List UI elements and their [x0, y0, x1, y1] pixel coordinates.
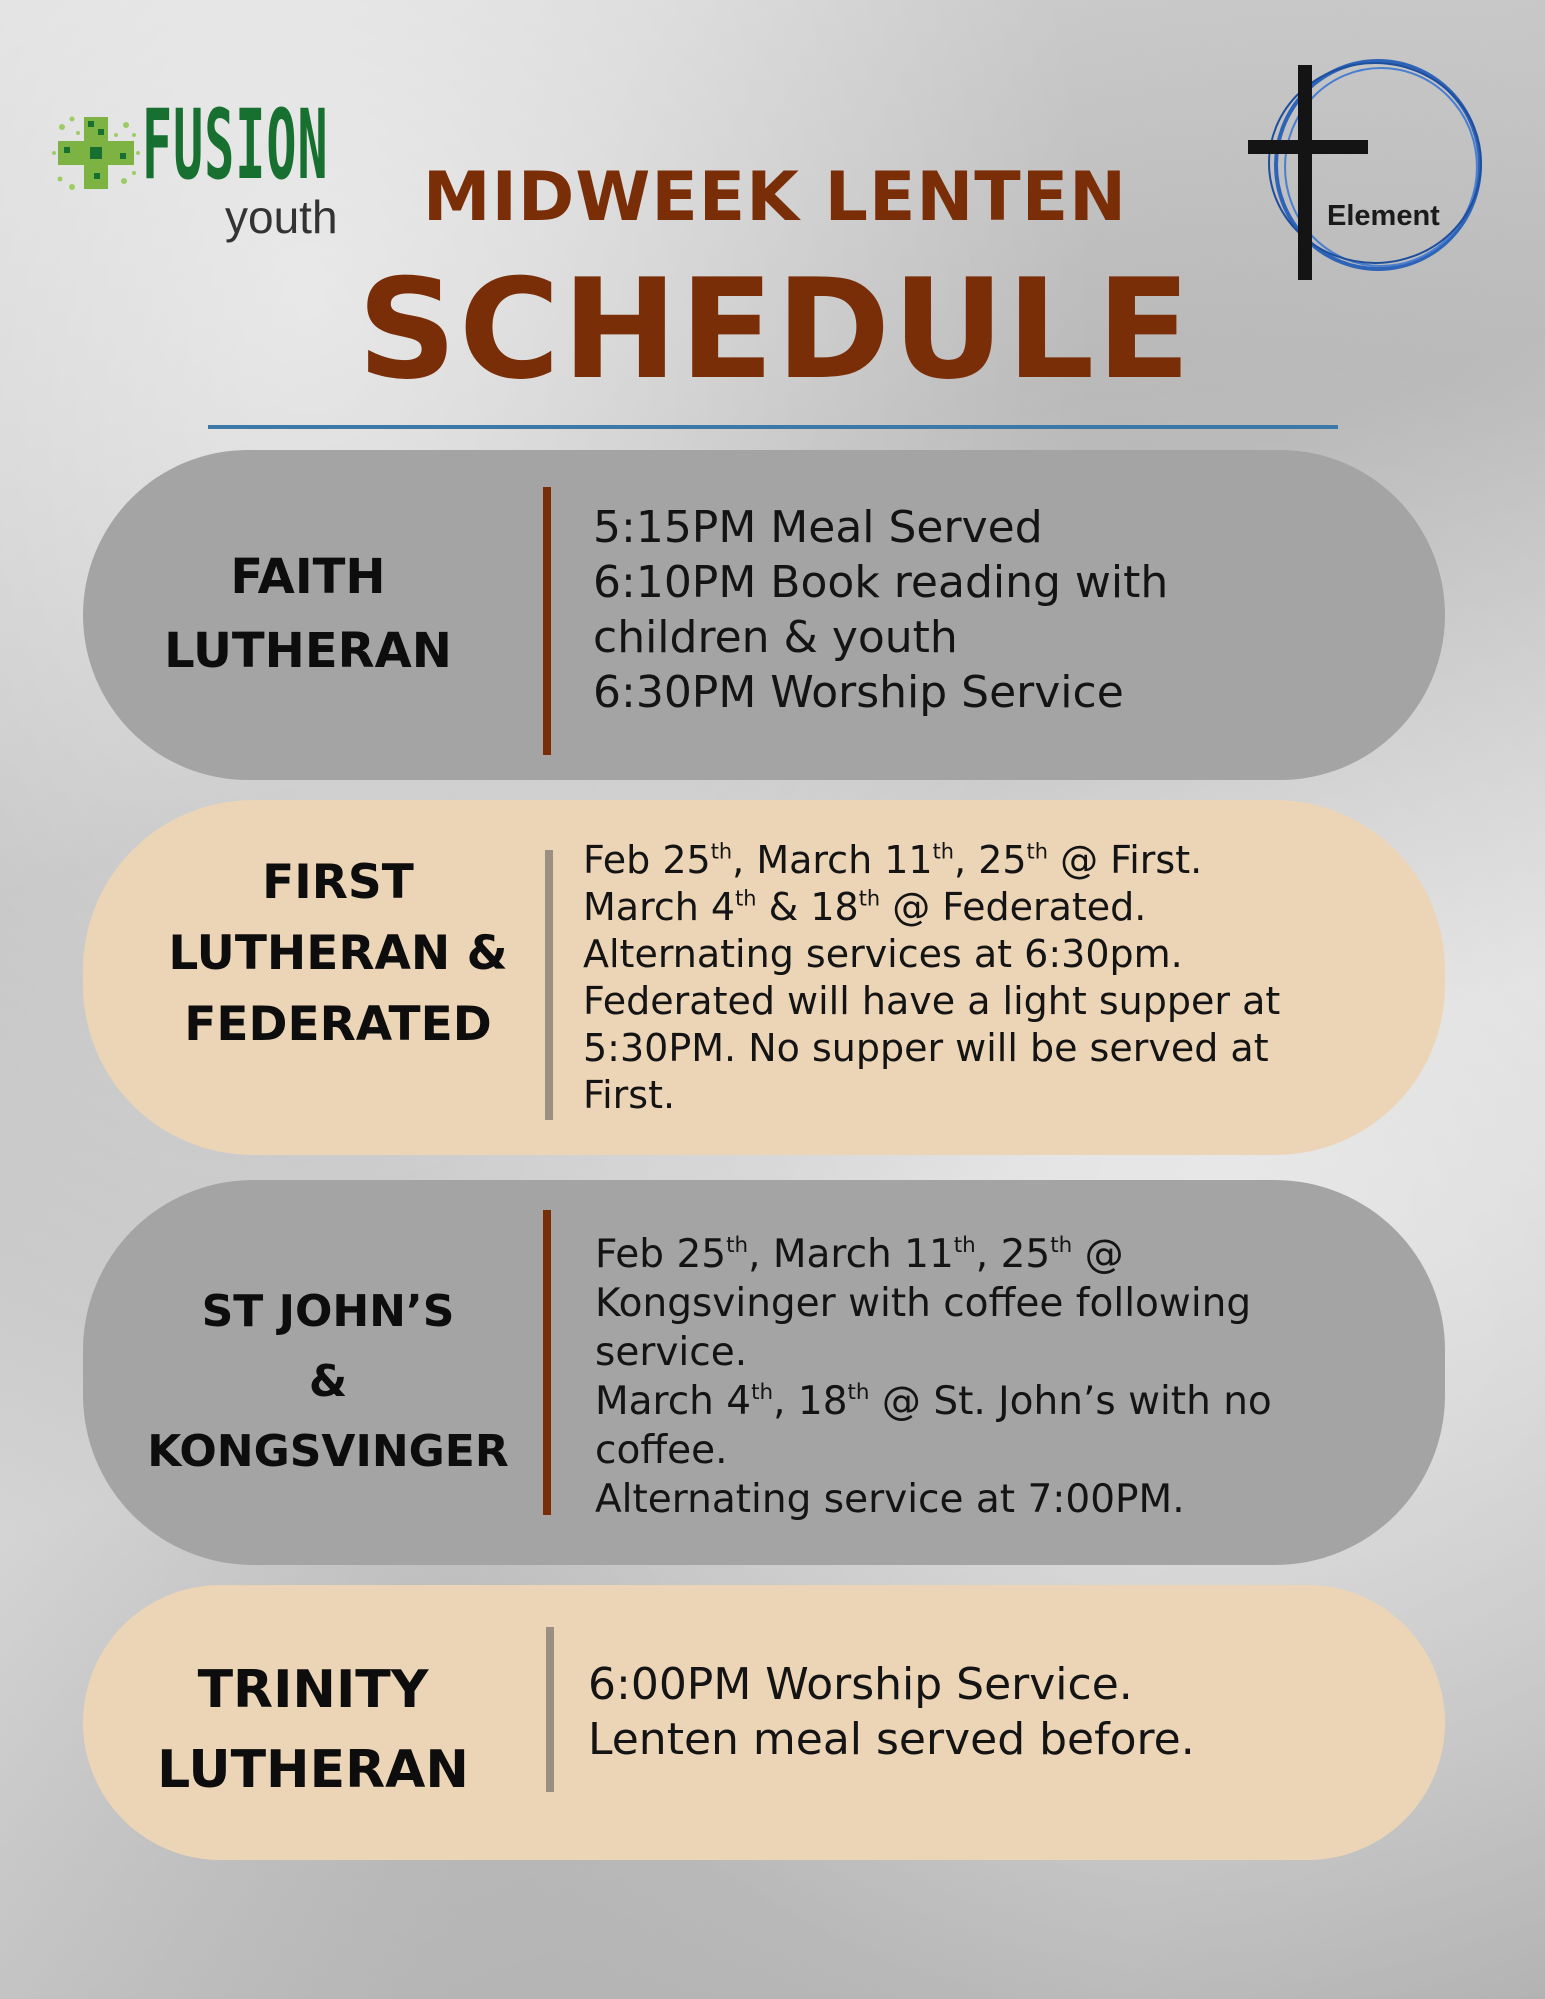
- detail-line: Feb 25th, March 11th, 25th @: [595, 1232, 1124, 1277]
- fusion-cross-icon: [50, 107, 142, 199]
- church-name-line: &: [308, 1356, 348, 1407]
- church-name-line: FIRST: [262, 855, 414, 910]
- church-name-line: KONGSVINGER: [147, 1426, 509, 1477]
- schedule-card-trinity-lutheran: [83, 1585, 1445, 1860]
- detail-line: 6:00PM Worship Service.: [588, 1659, 1133, 1710]
- church-name-line: FEDERATED: [184, 997, 492, 1052]
- schedule-details: [588, 1657, 1195, 1767]
- church-name-line: ST JOHN’S: [201, 1286, 455, 1337]
- detail-line: 5:15PM Meal Served: [593, 502, 1043, 553]
- card-divider: [546, 1627, 554, 1792]
- card-divider: [545, 850, 553, 1120]
- church-name-line: LUTHERAN: [164, 623, 452, 679]
- schedule-card-st-johns-kongsvinger: [83, 1180, 1445, 1565]
- detail-line: March 4th, 18th @ St. John’s with no: [595, 1379, 1272, 1424]
- detail-line: coffee.: [595, 1428, 728, 1473]
- detail-line: March 4th & 18th @ Federated.: [583, 885, 1147, 929]
- element-logo: [1245, 55, 1495, 285]
- church-name-line: FAITH: [230, 549, 386, 605]
- page-title: SCHEDULE: [357, 249, 1193, 410]
- schedule-details: [583, 837, 1280, 1119]
- church-name-line: TRINITY: [197, 1660, 429, 1720]
- detail-line: Alternating services at 6:30pm.: [583, 932, 1183, 976]
- detail-line: 6:10PM Book reading with: [593, 557, 1169, 608]
- detail-line: Alternating service at 7:00PM.: [595, 1477, 1185, 1522]
- schedule-card-first-lutheran-federated: [83, 800, 1445, 1155]
- element-cross-icon: [1245, 55, 1495, 285]
- card-divider: [543, 487, 551, 755]
- church-name-line: LUTHERAN &: [168, 926, 508, 981]
- church-name: [143, 540, 473, 688]
- church-name: [143, 1650, 483, 1810]
- header-divider: [208, 425, 1338, 429]
- church-name: [123, 1277, 533, 1487]
- schedule-card-faith-lutheran: [83, 450, 1445, 780]
- detail-line: Lenten meal served before.: [588, 1714, 1195, 1765]
- element-wordmark: Element: [1327, 200, 1440, 232]
- church-name: [158, 847, 518, 1060]
- fusion-youth-label: youth: [225, 191, 338, 243]
- title-top: MIDWEEK LENTEN: [422, 158, 1128, 237]
- detail-line: Federated will have a light supper at: [583, 979, 1281, 1023]
- detail-line: Feb 25th, March 11th, 25th @ First.: [583, 838, 1203, 882]
- detail-line: service.: [595, 1330, 748, 1375]
- church-name-line: LUTHERAN: [157, 1740, 469, 1800]
- detail-line: Kongsvinger with coffee following: [595, 1281, 1252, 1326]
- schedule-details: [593, 500, 1168, 720]
- fusion-wordmark: FUSION: [142, 89, 329, 201]
- detail-line: First.: [583, 1073, 676, 1117]
- detail-line: children & youth: [593, 612, 958, 663]
- fusion-youth-logo: [50, 89, 350, 245]
- detail-line: 6:30PM Worship Service: [593, 667, 1124, 718]
- card-divider: [543, 1210, 551, 1515]
- detail-line: 5:30PM. No supper will be served at: [583, 1026, 1269, 1070]
- schedule-details: [595, 1230, 1272, 1524]
